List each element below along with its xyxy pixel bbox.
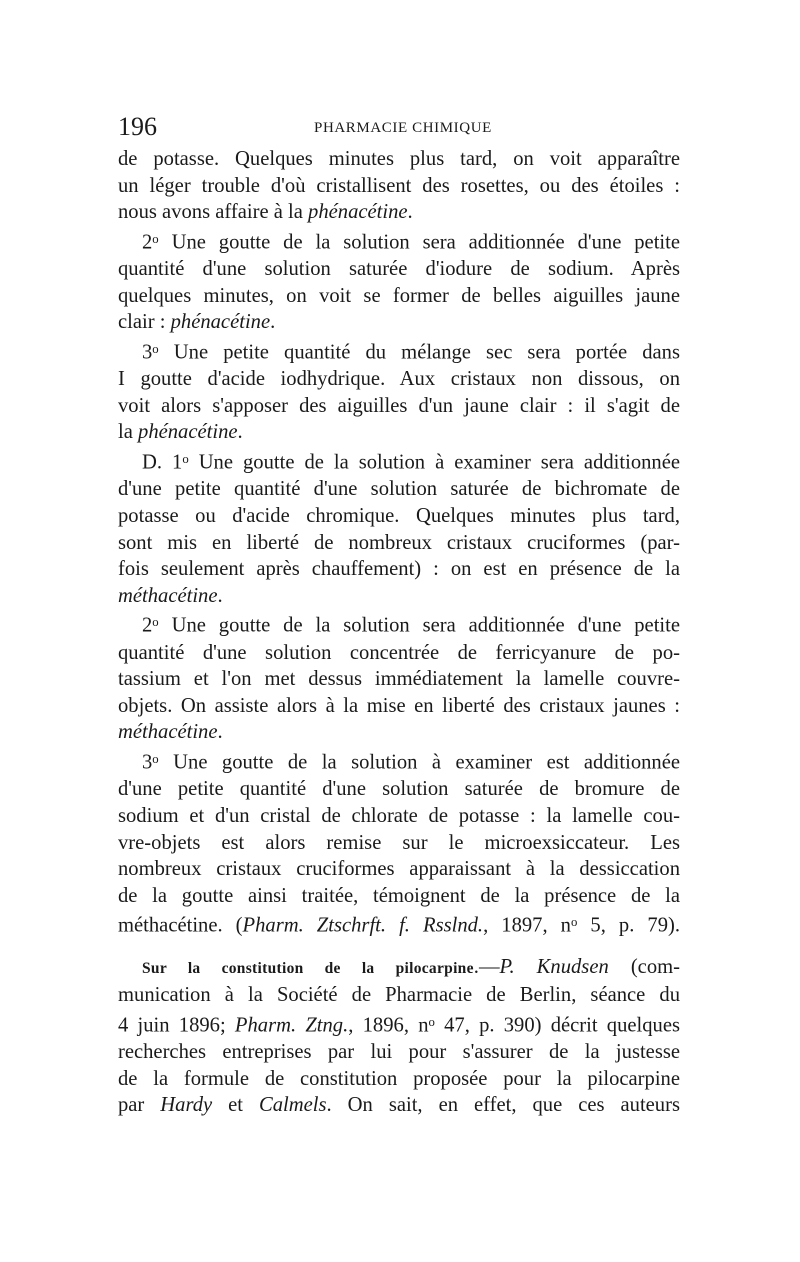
- text-line: voit alors s'apposer des aiguilles d'un jaune clair : il s'agit de: [118, 394, 680, 417]
- compound-name: phénacétine: [308, 201, 408, 224]
- text-line: quantité d'une solution saturée d'iodure de sodium. Après: [118, 258, 680, 281]
- text-line: de la goutte ainsi traitée, témoignent de la présence de la: [118, 884, 680, 907]
- text-line: 3$^o$ Une petite quantité du mélange sec sera portée dans: [142, 341, 680, 364]
- text-line: nous avons affaire à la phénacétine.: [118, 201, 413, 224]
- section-pilocarpine: [118, 954, 680, 1119]
- author-name: P. Knudsen: [499, 955, 609, 978]
- text-line: 3$^o$ Une goutte de la solution à examiner est additionnée: [142, 751, 680, 774]
- page-header: [118, 112, 680, 146]
- running-title: PHARMACIE CHIMIQUE: [314, 120, 492, 136]
- text-line: quelques minutes, on voit se former de belles aiguilles jaune: [118, 284, 680, 307]
- text-line: munication à la Société de Pharmacie de Berlin, séance du: [118, 984, 680, 1007]
- text-line: d'une petite quantité d'une solution saturée de bichromate de: [118, 478, 680, 501]
- paragraph-c2: [118, 226, 680, 336]
- section-spacer: [118, 940, 680, 954]
- compound-name: phénacétine: [138, 421, 238, 444]
- text-line: méthacétine.: [118, 584, 223, 607]
- text-line: 2$^o$ Une goutte de la solution sera additionnée d'une petite: [142, 615, 680, 638]
- text-line: D. 1$^o$ Une goutte de la solution à examiner sera additionnée: [142, 451, 681, 474]
- text-line: objets. On assiste alors à la mise en liberté des cristaux jaunes :: [118, 694, 680, 717]
- citation: Pharm. Ztng.: [234, 1014, 349, 1037]
- section-title: Sur la constitution de la pilocarpine: [142, 959, 474, 977]
- paragraph-d2: [118, 609, 680, 746]
- text-line: un léger trouble d'où cristallisent des rosettes, ou des étoiles :: [118, 174, 680, 197]
- text-line: par Hardy et Calmels. On sait, en effet, que ces auteurs: [118, 1094, 680, 1117]
- citation: Pharm. Ztschrft. f. Rsslnd.: [242, 915, 484, 938]
- author-name: Calmels: [259, 1094, 327, 1117]
- text-line: de la formule de constitution proposée pour la pilocarpine: [118, 1067, 680, 1090]
- page-number: 196: [118, 112, 157, 141]
- text-line: de potasse. Quelques minutes plus tard, on voit apparaître: [118, 148, 680, 170]
- paragraph-c-continuation: [118, 146, 680, 226]
- text-line: recherches entreprises par lui pour s'assurer de la justesse: [118, 1041, 680, 1064]
- text-line: sont mis en liberté de nombreux cristaux cruciformes (par-: [118, 531, 680, 554]
- book-page: [118, 112, 680, 1119]
- text-line: clair : phénacétine.: [118, 311, 276, 334]
- text-line: tassium et l'on met dessus immédiatement la lamelle couvre-: [118, 668, 680, 691]
- body-text: [118, 146, 680, 1119]
- paragraph-c3: [118, 336, 680, 446]
- text-line: potasse ou d'acide chromique. Quelques minutes plus tard,: [118, 504, 680, 527]
- text-line: d'une petite quantité d'une solution saturée de bromure de: [118, 778, 680, 801]
- text-line: méthacétine. (Pharm. Ztschrft. f. Rsslnd., 1897, $n^o$ 5, p. 79).: [118, 915, 681, 938]
- text-line: 4 juin 1896; Pharm. Ztng., 1896, $n^o$ 47, p. 390) décrit quelques: [118, 1014, 681, 1037]
- author-name: Hardy: [160, 1094, 213, 1117]
- text-line: 2$^o$ Une goutte de la solution sera additionnée d'une petite: [142, 231, 680, 254]
- text-line: I goutte d'acide iodhydrique. Aux cristaux non dissous, on: [118, 368, 680, 391]
- text-line: nombreux cristaux cruciformes apparaissant à la dessiccation: [118, 858, 680, 881]
- paragraph-d3: [118, 746, 680, 940]
- text-line: Sur la constitution de la pilocarpine.—P. Knudsen (com-: [142, 955, 680, 978]
- paragraph-d1: [118, 446, 680, 609]
- text-line: vre-objets est alors remise sur le microexsiccateur. Les: [118, 831, 680, 854]
- text-line: sodium et d'un cristal de chlorate de potasse : la lamelle cou-: [118, 804, 680, 827]
- text-line: méthacétine.: [118, 721, 223, 744]
- text-line: la phénacétine.: [118, 421, 243, 444]
- text-line: fois seulement après chauffement) : on est en présence de la: [118, 558, 680, 581]
- compound-name: méthacétine: [118, 721, 218, 744]
- compound-name: méthacétine: [118, 584, 218, 607]
- compound-name: phénacétine: [170, 311, 271, 334]
- text-line: quantité d'une solution concentrée de ferricyanure de po-: [118, 641, 680, 664]
